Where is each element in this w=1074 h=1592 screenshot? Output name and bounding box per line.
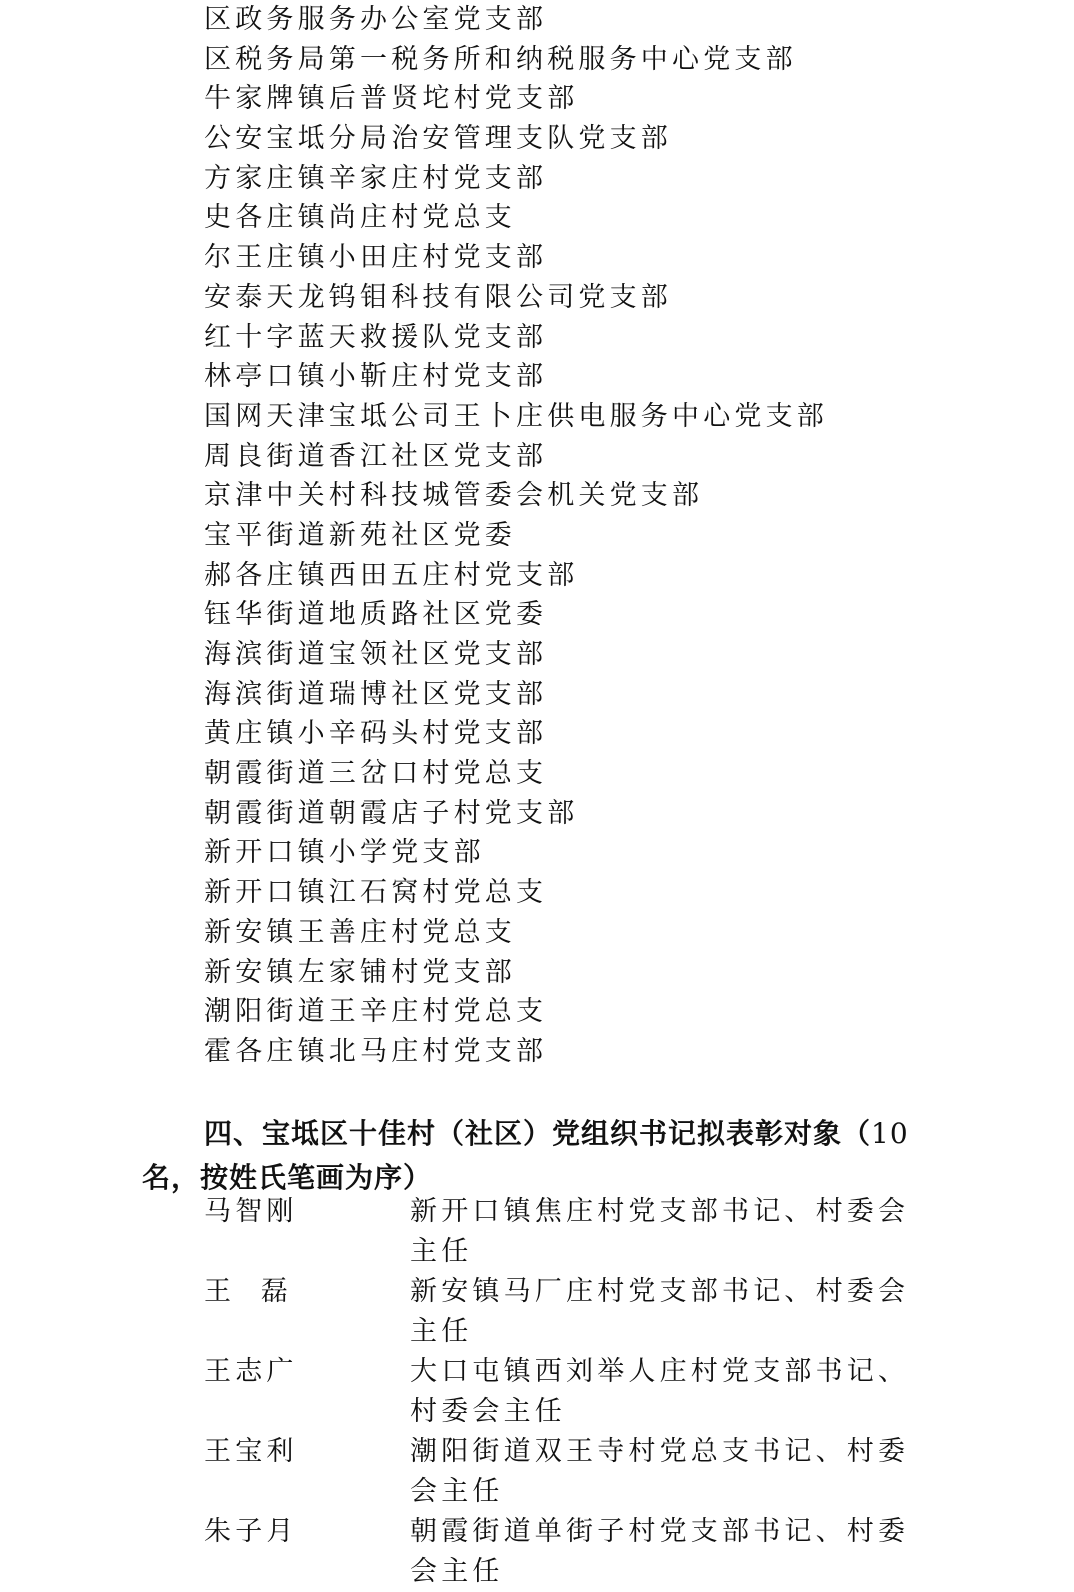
branch-item: 林亭口镇小靳庄村党支部 <box>204 361 548 393</box>
awardee-list <box>204 1192 944 1592</box>
branch-item: 黄庄镇小辛码头村党支部 <box>204 718 548 750</box>
branch-item: 新安镇王善庄村党总支 <box>204 916 516 948</box>
awardee-title: 大口屯镇西刘举人庄村党支部书记、村委会主任 <box>410 1356 910 1427</box>
branch-item: 宝平街道新苑社区党委 <box>204 519 516 551</box>
branch-item: 新开口镇小学党支部 <box>204 837 485 869</box>
section-heading <box>142 1112 942 1200</box>
awardee-title: 新开口镇焦庄村党支部书记、村委会主任 <box>410 1196 910 1267</box>
awardee-name: 马智刚 <box>204 1196 298 1227</box>
branch-item: 潮阳街道王辛庄村党总支 <box>204 996 548 1028</box>
branch-item: 郝各庄镇西田五庄村党支部 <box>204 559 579 591</box>
branch-item: 霍各庄镇北马庄村党支部 <box>204 1035 548 1067</box>
branch-item: 京津中关村科技城管委会机关党支部 <box>204 480 704 512</box>
awardee-name: 王宝利 <box>204 1436 298 1467</box>
branch-item: 海滨街道瑞博社区党支部 <box>204 678 548 710</box>
party-branch-list <box>204 0 828 1072</box>
branch-item: 区政务服务办公室党支部 <box>204 4 548 35</box>
branch-item: 牛家牌镇后普贤坨村党支部 <box>204 83 579 115</box>
branch-item: 区税务局第一税务所和纳税服务中心党支部 <box>204 43 797 75</box>
branch-item: 朝霞街道三岔口村党总支 <box>204 758 548 790</box>
branch-item: 安泰天龙钨钼科技有限公司党支部 <box>204 281 672 313</box>
awardee-row <box>204 1352 944 1432</box>
branch-item: 红十字蓝天救援队党支部 <box>204 321 548 353</box>
awardee-row <box>204 1432 944 1512</box>
branch-item: 周良街道香江社区党支部 <box>204 440 548 472</box>
awardee-title: 新安镇马厂庄村党支部书记、村委会主任 <box>410 1276 910 1347</box>
branch-item: 国网天津宝坻公司王卜庄供电服务中心党支部 <box>204 400 828 432</box>
awardee-row <box>204 1192 944 1272</box>
section-heading-part1: 四、宝坻区十佳村（社区）党组织书记拟表彰对象（ <box>204 1117 872 1150</box>
awardee-row <box>204 1272 944 1352</box>
awardee-row <box>204 1512 944 1592</box>
branch-item: 尔王庄镇小田庄村党支部 <box>204 242 548 274</box>
awardee-title: 朝霞街道单街子村党支部书记、村委会主任 <box>410 1516 910 1587</box>
branch-item: 朝霞街道朝霞店子村党支部 <box>204 797 579 829</box>
branch-item: 史各庄镇尚庄村党总支 <box>204 202 516 234</box>
awardee-name: 王志广 <box>204 1356 298 1387</box>
branch-item: 钰华街道地质路社区党委 <box>204 599 548 631</box>
branch-item: 海滨街道宝领社区党支部 <box>204 639 548 670</box>
awardee-title: 潮阳街道双王寺村党总支书记、村委会主任 <box>410 1436 910 1507</box>
awardee-name: 朱子月 <box>204 1516 298 1547</box>
branch-item: 公安宝坻分局治安管理支队党支部 <box>204 123 672 155</box>
branch-item: 方家庄镇辛家庄村党支部 <box>204 162 548 194</box>
section-heading-count: 10 <box>871 1117 909 1150</box>
branch-item: 新开口镇江石窝村党总支 <box>204 877 548 909</box>
section-heading-part2: 名，按姓氏笔画为序） <box>142 1161 433 1194</box>
awardee-name: 王 磊 <box>204 1276 292 1307</box>
branch-item: 新安镇左家铺村党支部 <box>204 956 516 988</box>
